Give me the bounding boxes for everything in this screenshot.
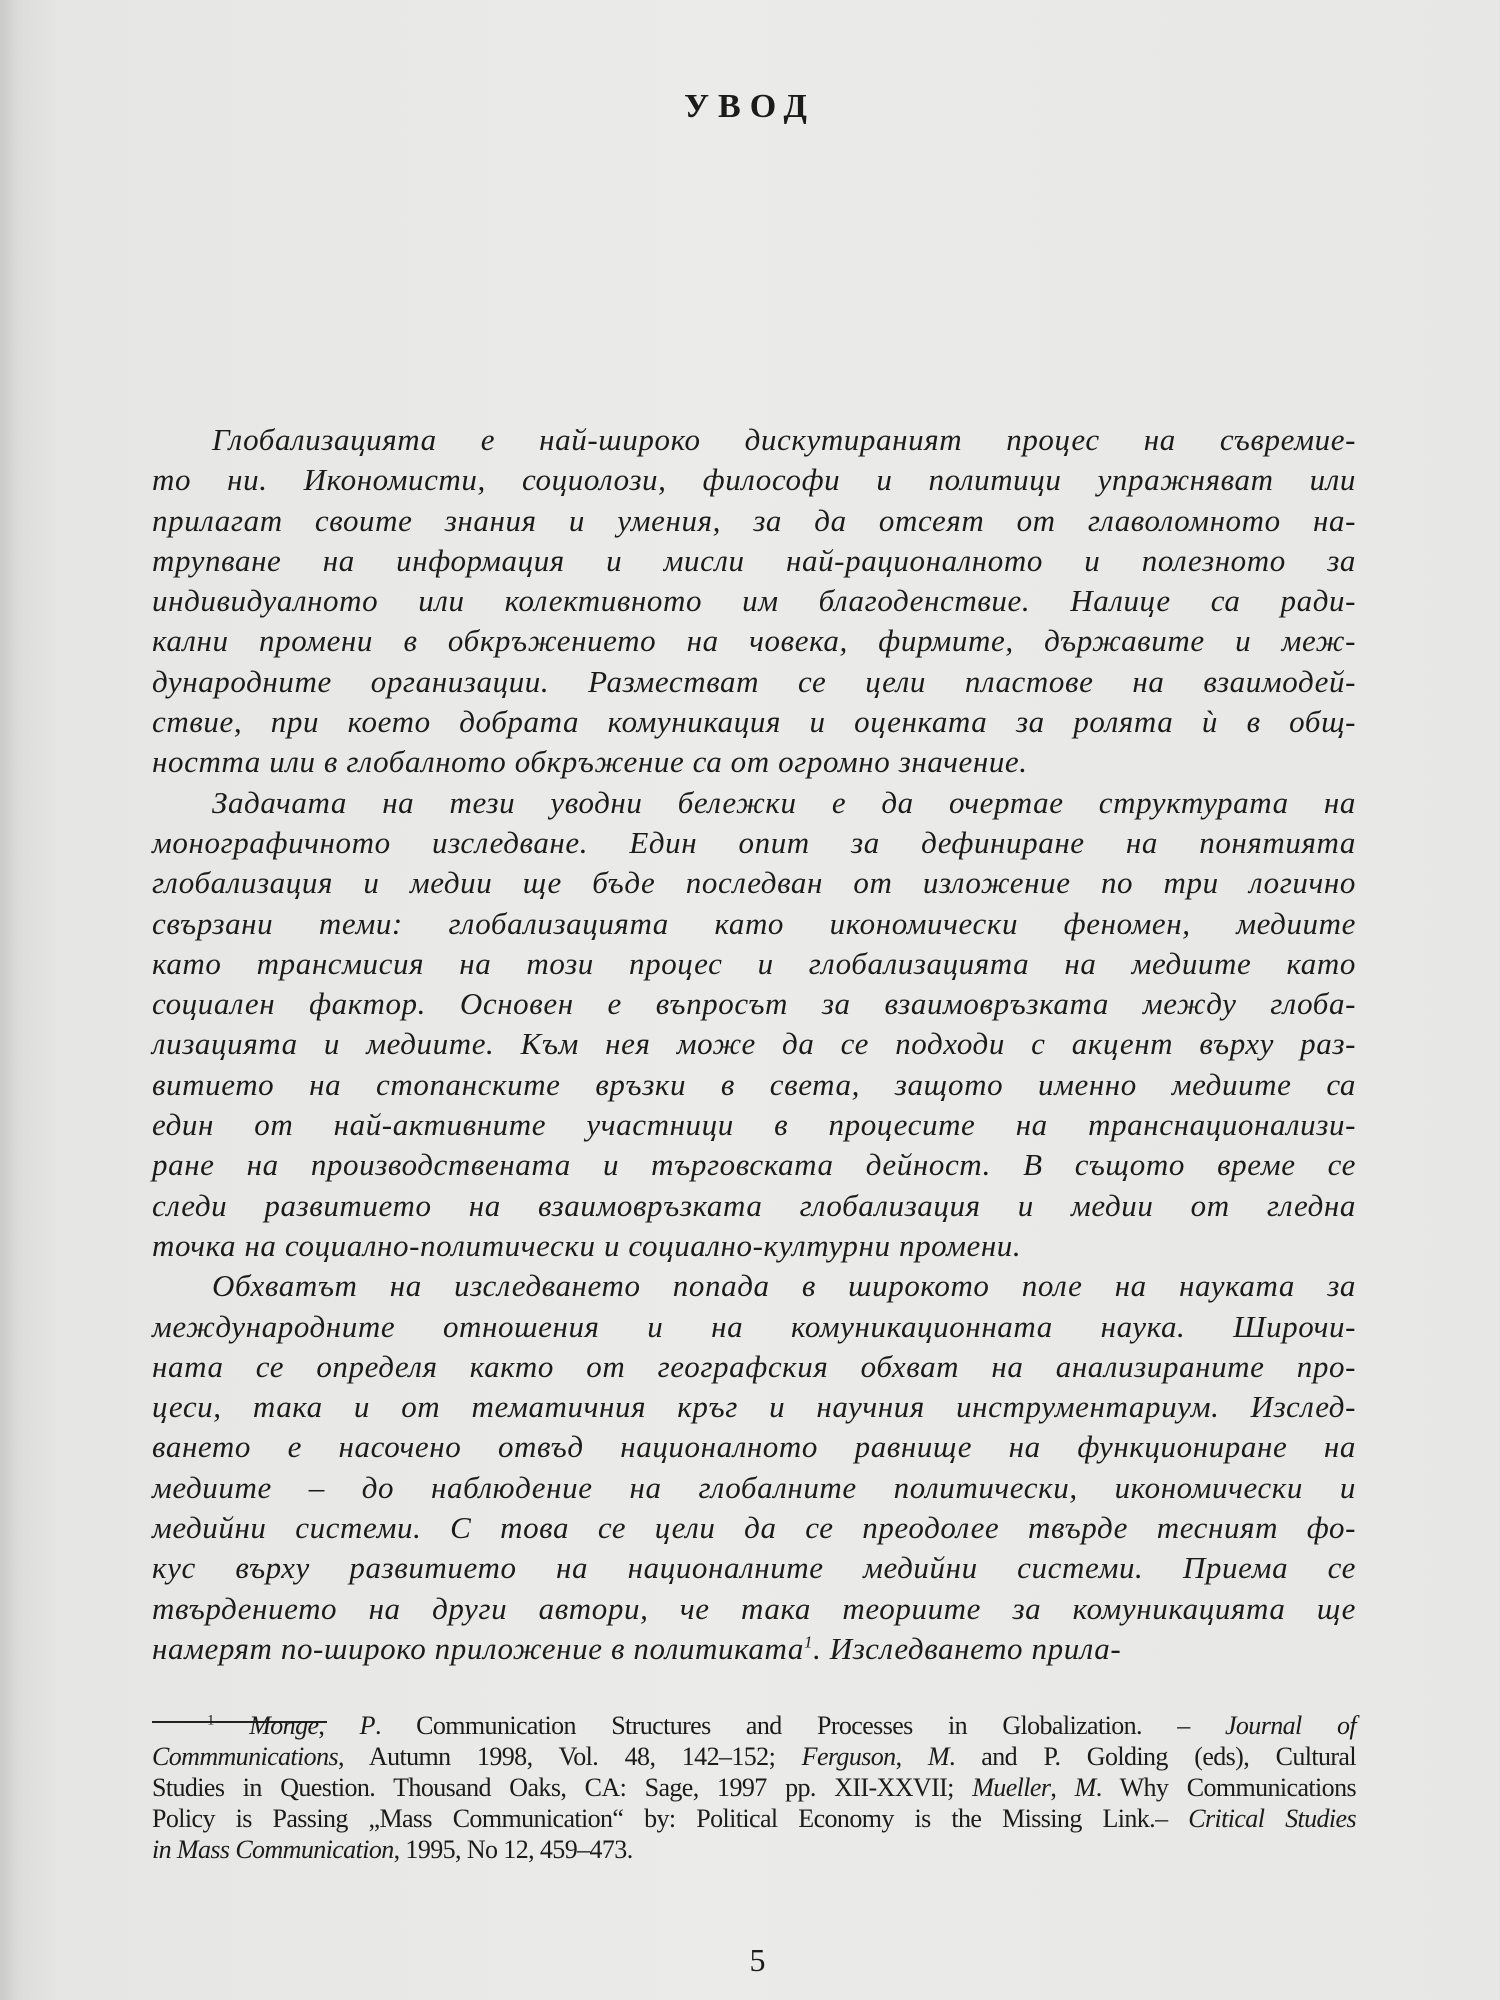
text-line: лизацията и медиите. Към нея може да се подходи с акцент върху раз- — [152, 1026, 1356, 1062]
text-line: дународните организации. Разместват се цели пластове на взаимодей- — [152, 663, 1356, 699]
footnote-fragment: P — [359, 1711, 375, 1740]
footnote-fragment: , 1995, No 12, 459–473. — [393, 1835, 633, 1864]
footnote-fragment: in Mass Communication — [152, 1835, 394, 1864]
text-line: цеси, така и от тематичния кръг и научния инструментариум. Изслед- — [152, 1389, 1356, 1425]
text-line: кус върху развитието на националните медийни системи. Приема се — [152, 1550, 1356, 1586]
text-line: ствие, при което добрата комуникация и оценката за ролята ѝ в общ- — [152, 704, 1356, 740]
paragraph — [152, 1266, 1356, 1669]
text-line: точка на социално-политически и социално-културни промени. — [152, 1227, 1022, 1263]
text-line: твърдението на други автори, че така теориите за комуникацията ще — [152, 1590, 1356, 1626]
text-line: индивидуалното или колективното им благоденствие. Налице са ради- — [152, 583, 1356, 619]
footnote-line — [152, 1834, 1356, 1865]
page-title: УВОД — [684, 88, 816, 125]
text-line: Задачата на тези уводни бележки е да очертае структурата на — [212, 784, 1356, 820]
text-line: социален фактор. Основен е въпросът за взаимовръзката между глоба- — [152, 986, 1356, 1022]
text-line — [152, 1629, 1356, 1669]
footnote-fragment — [214, 1711, 249, 1740]
text-line: медиите – до наблюдение на глобалните политически, икономически и — [152, 1469, 1356, 1505]
text-line: ната се определя както от географския обхват на анализираните про- — [152, 1348, 1356, 1384]
body-text — [152, 420, 1356, 1669]
footnote-fragment: Commmunications — [152, 1742, 339, 1771]
footnote-line — [152, 1741, 1356, 1772]
footnote-number: 1 — [207, 1712, 214, 1729]
footnote-fragment: . Why Communications — [1095, 1773, 1356, 1802]
text-line: свързани теми: глобализацията като икономически феномен, медиите — [152, 905, 1356, 941]
footnote-fragment: Mueller — [972, 1773, 1051, 1802]
text-line: един от най-активните участници в процесите на транснационализи- — [152, 1107, 1356, 1143]
text-line: трупване на информация и мисли най-рационалното и полезното за — [152, 542, 1356, 578]
text-line: като трансмисия на този процес и глобализацията на медиите като — [152, 945, 1356, 981]
footnote-fragment: Studies in Question. Thousand Oaks, CA: Sage, 1997 pp. XII-XXVII; — [152, 1773, 973, 1802]
text-line: прилагат своите знания и умения, за да отсеят от главоломното на- — [152, 502, 1356, 538]
text-line: ването е насочено отвъд националното равнище на функциониране на — [152, 1429, 1356, 1465]
text-line: медийни системи. С това се цели да се преодолее твърде тесният фо- — [152, 1510, 1356, 1546]
footnote-line — [152, 1710, 1356, 1741]
text-line: кални промени в обкръжението на човека, фирмите, държавите и меж- — [152, 623, 1356, 659]
footnote-fragment: M — [1074, 1773, 1096, 1802]
text-line: ране на производствената и търговската дейност. В същото време се — [152, 1147, 1356, 1183]
text-fragment: намерят по-широко приложение в политиката — [152, 1630, 804, 1666]
footnote-fragment: , Autumn 1998, Vol. 48, 142–152; — [338, 1742, 802, 1771]
paragraph — [152, 420, 1356, 783]
text-line: то ни. Икономисти, социолози, философи и политици упражняват или — [152, 462, 1356, 498]
text-line: ността или в глобалното обкръжение са от огромно значение. — [152, 744, 1028, 780]
footnote-line — [152, 1772, 1356, 1803]
text-fragment: . Изследването прила- — [813, 1630, 1122, 1666]
text-line: международните отношения и на комуникационната наука. Широчи- — [152, 1308, 1356, 1344]
text-line: витието на стопанските връзки в света, защото именно медиите са — [152, 1066, 1356, 1102]
page-number: 5 — [749, 1942, 766, 1978]
paragraph — [152, 783, 1356, 1267]
footnote-fragment: Monge — [249, 1711, 319, 1740]
footnote-fragment: , — [318, 1711, 360, 1740]
footnote-fragment: M — [927, 1742, 949, 1771]
footnote-fragment: , — [1050, 1773, 1075, 1802]
text-line: Глобализацията е най-широко дискутираният процес на съвремие- — [212, 422, 1356, 457]
footnote-marker: 1 — [804, 1632, 814, 1652]
footnote-line — [152, 1803, 1356, 1834]
footnote-fragment: Policy is Passing „Mass Communication“ by: Political Economy is the Missing Link.– — [152, 1804, 1189, 1833]
footnote-fragment: . Communication Structures and Processes in Globalization. – — [374, 1711, 1225, 1740]
text-line: Обхватът на изследването попада в широкото поле на науката за — [212, 1268, 1356, 1304]
text-line: следи развитието на взаимовръзката глобализация и медии от гледна — [152, 1187, 1356, 1223]
footnote-fragment: Ferguson — [801, 1742, 896, 1771]
footnote-fragment: , — [895, 1742, 928, 1771]
footnote-fragment: . and P. Golding (eds), Cultural — [948, 1742, 1356, 1771]
footnote-fragment: Journal of — [1224, 1711, 1356, 1740]
footnote-fragment: Critical Studies — [1188, 1804, 1356, 1833]
text-line: монографичното изследване. Един опит за дефиниране на понятията — [152, 824, 1356, 860]
text-line: глобализация и медии ще бъде последван от изложение по три логично — [152, 865, 1356, 901]
footnote — [152, 1710, 1356, 1865]
